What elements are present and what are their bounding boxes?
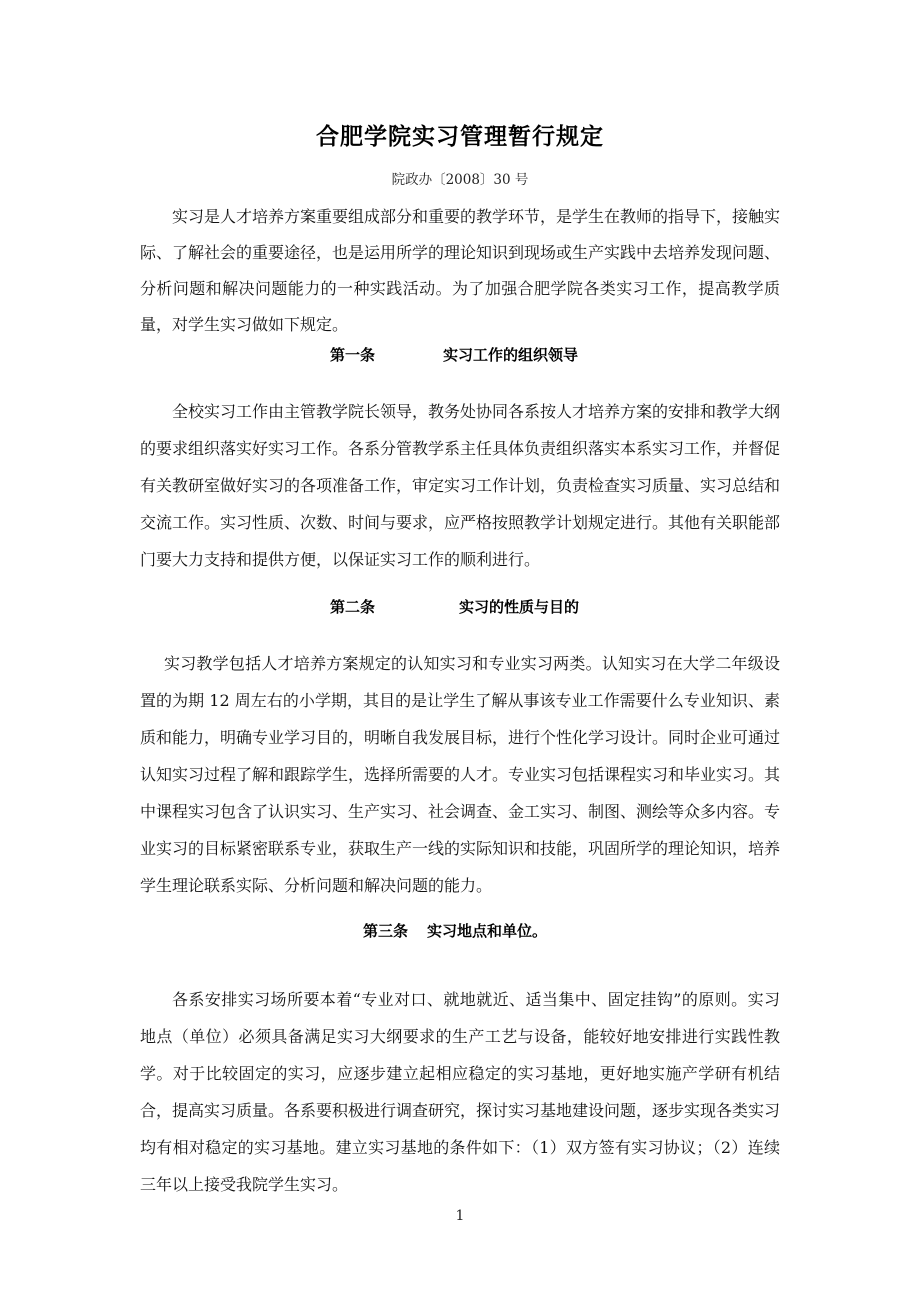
section-2-title: 实习的性质与目的 [459,598,580,616]
page-number: 1 [455,1208,465,1224]
section-3-number: 第三条 [363,922,409,940]
document-number: 院政办〔2008〕30 号 [391,172,529,188]
section-1-number: 第一条 [330,346,376,364]
section-2-body: 实习教学包括人才培养方案规定的认知实习和专业实习两类。认知实习在大学二年级设置的为期 12 周左右的小学期，其目的是让学生了解从事该专业工作需要什么专业知识、素质和能力，明确专业学习目的，明晰自我发展目标，进行个性化学习设计。同时企业可通过认知实习过程了解和跟踪学生，选择所需要的人才。专业实习包括课程实习和毕业实习。其中课程实习包含了认识实习、生产实习、社会调查、金工实习、制图、测绘等众多内容。专业实习的目标紧密联系专业，获取生产一线的实际知识和技能，巩固所学的理论知识，培养学生理论联系实际、分析问题和解决问题的能力。 [140,654,781,895]
section-2-number: 第二条 [330,598,376,616]
section-3-title: 实习地点和单位。 [427,922,548,940]
intro-paragraph: 实习是人才培养方案重要组成部分和重要的教学环节，是学生在教师的指导下，接触实际、了解社会的重要途径，也是运用所学的理论知识到现场或生产实践中去培养发现问题、分析问题和解决问题能力的一种实践活动。为了加强合肥学院各类实习工作，提高教学质量，对学生实习做如下规定。 [140,207,781,334]
section-1-title: 实习工作的组织领导 [443,346,579,364]
section-1-body: 全校实习工作由主管教学院长领导，教务处协同各系按人才培养方案的安排和教学大纲的要求组织落实好实习工作。各系分管教学系主任具体负责组织落实本系实习工作，并督促有关教研室做好实习的各项准备工作，审定实习工作计划，负责检查实习质量、实习总结和交流工作。实习性质、次数、时间与要求，应严格按照教学计划规定进行。其他有关职能部门要大力支持和提供方便，以保证实习工作的顺利进行。 [140,402,781,569]
document-title: 合肥学院实习管理暂行规定 [316,124,604,150]
section-3-body: 各系安排实习场所要本着“专业对口、就地就近、适当集中、固定挂钩”的原则。实习地点（单位）必须具备满足实习大纲要求的生产工艺与设备，能较好地安排进行实践性教学。对于比较固定的实习，应逐步建立起相应稳定的实习基地，更好地实施产学研有机结合，提高实习质量。各系要积极进行调查研究，探讨实习基地建设问题，逐步实现各类实习均有相对稳定的实习基地。建立实习基地的条件如下：（1）双方签有实习协议；（2）连续三年以上接受我院学生实习。 [140,990,781,1194]
